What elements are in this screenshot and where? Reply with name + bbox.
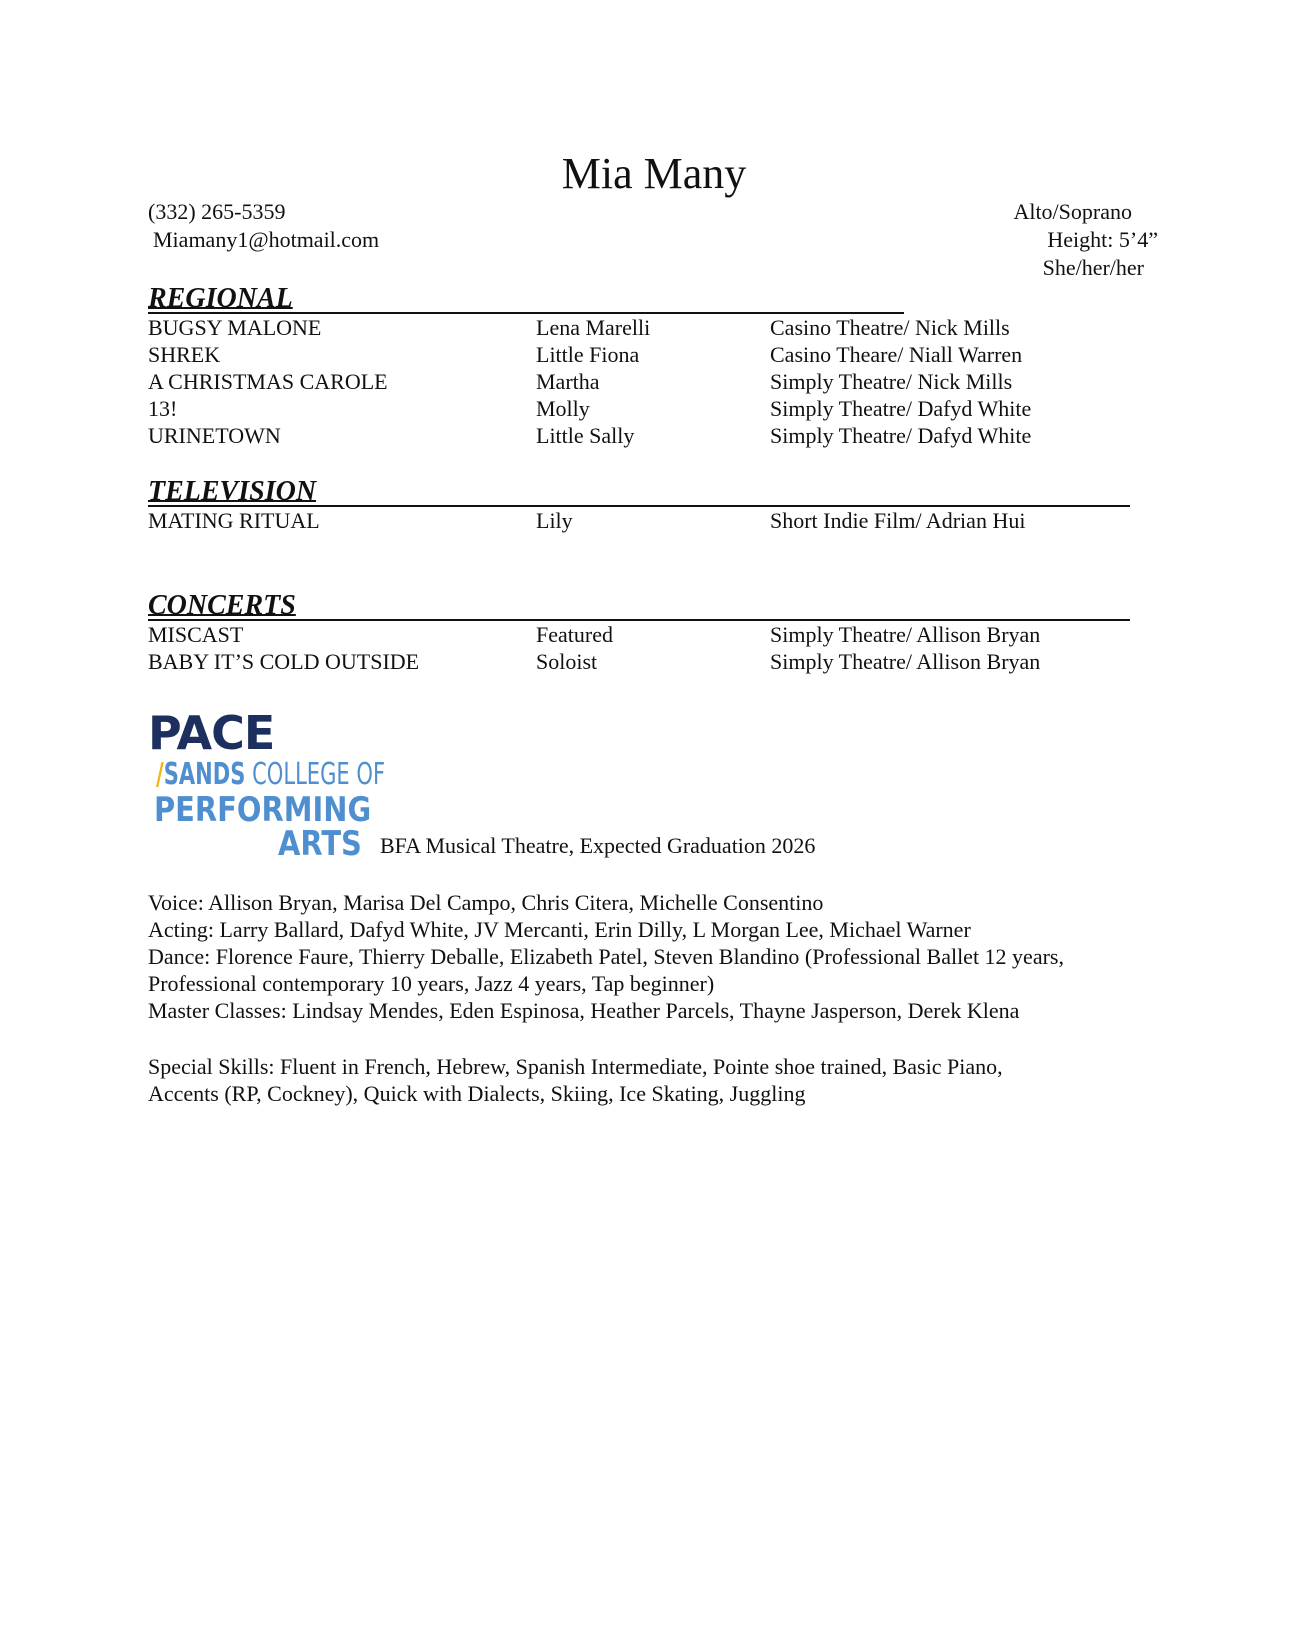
special-skills <box>148 1053 1158 1107</box>
credit-role: Little Sally <box>536 423 635 448</box>
height: Height: 5’4” <box>1047 227 1158 252</box>
credit-role: Martha <box>536 369 600 394</box>
training-line: Master Classes: Lindsay Mendes, Eden Espinosa, Heather Parcels, Thayne Jasperson, Derek Klena <box>148 998 1020 1023</box>
training-block <box>148 889 1158 1024</box>
pace-sands-logo <box>148 706 386 864</box>
credit-venue-director: Short Indie Film/ Adrian Hui <box>770 508 1026 533</box>
credit-role: Lily <box>536 508 573 533</box>
personal-details <box>1013 198 1158 282</box>
resume-name: Mia Many <box>561 149 747 198</box>
credit-role: Molly <box>536 396 590 421</box>
credit-venue-director: Simply Theatre/ Allison Bryan <box>770 622 1041 647</box>
credit-show: BUGSY MALONE <box>148 315 322 340</box>
credit-row <box>148 621 1130 648</box>
logo-sands-college: /SANDS COLLEGE OF <box>156 757 386 792</box>
education-line: BFA Musical Theatre, Expected Graduation 2026 <box>380 833 816 858</box>
skills-line: Accents (RP, Cockney), Quick with Dialects, Skiing, Ice Skating, Juggling <box>148 1081 806 1106</box>
credit-venue-director: Casino Theatre/ Nick Mills <box>770 315 1010 340</box>
section-heading: TELEVISION <box>148 475 1130 507</box>
logo-performing: PERFORMING <box>154 790 372 830</box>
credit-row <box>148 341 1023 368</box>
credit-show: MISCAST <box>148 622 244 647</box>
credit-role: Featured <box>536 622 613 647</box>
credit-show: A CHRISTMAS CAROLE <box>148 369 388 394</box>
training-line: Professional contemporary 10 years, Jazz 4 years, Tap beginner) <box>148 971 715 996</box>
section-heading: CONCERTS <box>148 589 1130 621</box>
training-line: Dance: Florence Faure, Thierry Deballe, Elizabeth Patel, Steven Blandino (Professional Ballet 12 years, <box>148 944 1064 969</box>
section-regional <box>148 282 1032 449</box>
credit-show: BABY IT’S COLD OUTSIDE <box>148 649 420 674</box>
credit-role: Soloist <box>536 649 598 674</box>
section-television <box>148 475 1130 534</box>
credit-show: MATING RITUAL <box>148 508 320 533</box>
credit-show: 13! <box>148 396 178 421</box>
section-heading: REGIONAL <box>148 282 904 314</box>
voice-type: Alto/Soprano <box>1013 199 1132 224</box>
credit-row <box>148 395 1032 422</box>
credit-venue-director: Simply Theatre/ Allison Bryan <box>770 649 1041 674</box>
credit-venue-director: Simply Theatre/ Dafyd White <box>770 423 1032 448</box>
phone-number: (332) 265-5359 <box>148 199 286 224</box>
email-address: Miamany1@hotmail.com <box>153 227 380 252</box>
training-line: Acting: Larry Ballard, Dafyd White, JV Mercanti, Erin Dilly, L Morgan Lee, Michael Warner <box>148 917 971 942</box>
credit-role: Little Fiona <box>536 342 640 367</box>
logo-pace: PACE <box>148 706 275 760</box>
pronouns: She/her/her <box>1042 255 1144 280</box>
credit-venue-director: Simply Theatre/ Nick Mills <box>770 369 1013 394</box>
logo-arts: ARTS <box>278 824 362 864</box>
credit-row <box>148 314 1010 341</box>
credit-row <box>148 648 1130 675</box>
credit-show: URINETOWN <box>148 423 281 448</box>
credit-venue-director: Casino Theare/ Niall Warren <box>770 342 1023 367</box>
credit-row <box>148 507 1130 534</box>
credit-role: Lena Marelli <box>536 315 651 340</box>
credit-venue-director: Simply Theatre/ Dafyd White <box>770 396 1032 421</box>
credit-row <box>148 422 1032 449</box>
training-line: Voice: Allison Bryan, Marisa Del Campo, Chris Citera, Michelle Consentino <box>148 890 824 915</box>
contact-info <box>148 198 379 254</box>
credit-row <box>148 368 1013 395</box>
credit-show: SHREK <box>148 342 221 367</box>
skills-line: Special Skills: Fluent in French, Hebrew, Spanish Intermediate, Pointe shoe trained, Basic Piano, <box>148 1054 1003 1079</box>
section-concerts <box>148 589 1130 675</box>
